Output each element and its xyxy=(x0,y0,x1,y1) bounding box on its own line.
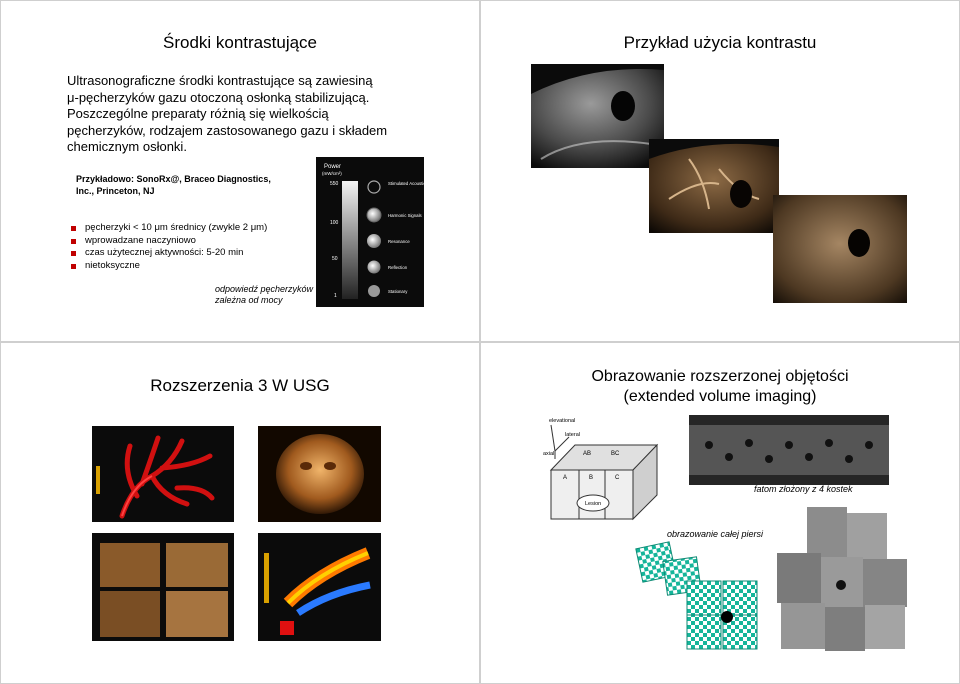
caption-line: zależna od mocy xyxy=(215,295,283,305)
doppler-flow-graphic xyxy=(258,533,381,641)
axis-label-lateral: lateral xyxy=(565,432,580,438)
contrast-scan-graphic xyxy=(649,139,779,233)
harmonic-bubble-icon xyxy=(367,208,381,222)
power-level: 1 xyxy=(334,293,337,299)
example-line: Przykładowo: SonoRx@, Braceo Diagnostics, xyxy=(76,174,271,184)
power-response-graphic xyxy=(316,157,445,307)
checkerboard-tiles-graphic xyxy=(635,541,760,651)
title-line: Obrazowanie rozszerzonej objętości xyxy=(591,368,849,385)
axis-label-elevational: elevational xyxy=(549,418,576,424)
breast-mosaic-image xyxy=(777,505,909,653)
power-gradient-bar xyxy=(342,181,358,299)
body-line: μ-pęcherzyków gazu otoczoną osłonką stabilizującą. xyxy=(67,89,370,105)
breast-mosaic-graphic xyxy=(777,505,909,653)
resonance-bubble-icon xyxy=(367,234,381,248)
power-header: Power xyxy=(324,164,342,170)
caption-line: odpowiedź pęcherzyków xyxy=(215,284,314,294)
example-product xyxy=(76,173,271,197)
power-level: 550 xyxy=(330,181,339,187)
response-label: Harmonic Signals xyxy=(388,213,422,218)
lesion-label: Lesion xyxy=(585,501,602,507)
phantom-caption: fatom złożony z 4 kostek xyxy=(754,484,853,494)
tiled-volume-diagram xyxy=(635,541,760,651)
3d-doppler-flow-image xyxy=(258,533,381,641)
section-label-b: B xyxy=(589,475,594,481)
slide-3d-extensions xyxy=(0,342,480,684)
bullet-item: nietoksyczne xyxy=(71,260,267,273)
response-label: Resonance xyxy=(388,239,410,244)
section-label-a: A xyxy=(563,475,568,481)
bullet-list xyxy=(71,222,267,272)
contrast-late-scan-graphic xyxy=(773,195,907,303)
body-line: Poszczególne preparaty różnią się wielkością xyxy=(67,106,329,121)
multiplanar-liver-image xyxy=(92,533,234,641)
volume-block-diagram xyxy=(541,415,671,525)
response-label: Stationary xyxy=(388,289,408,294)
body-line: chemicznym osłonki. xyxy=(67,139,187,154)
reflection-bubble-icon xyxy=(368,261,381,274)
3d-fetal-face-image xyxy=(258,426,381,522)
body-line: pęcherzyków, rodzajem zastosowanego gazu i składem xyxy=(67,122,388,138)
grayscale-scan-graphic xyxy=(531,64,664,168)
slide-title xyxy=(481,367,959,407)
phantom-scan-image xyxy=(689,415,889,485)
slide-extended-volume xyxy=(480,342,960,684)
fetal-face-graphic xyxy=(258,426,381,522)
block-diagram-graphic xyxy=(541,415,671,525)
section-label-c: C xyxy=(615,475,620,481)
lesion-marker xyxy=(721,611,733,623)
response-label: Stimulated Acoustic Emission xyxy=(388,181,445,186)
phantom-scan-graphic xyxy=(689,415,889,485)
axis-label-axial: axial xyxy=(543,451,555,457)
3d-vascular-image xyxy=(92,426,234,522)
bullet-item: czas użytecznej aktywności: 5-20 min xyxy=(71,247,267,260)
breast-caption: obrazowanie całej piersi xyxy=(667,529,764,539)
section-label-bc: BC xyxy=(611,451,620,457)
slide-title: Środki kontrastujące xyxy=(162,33,318,52)
body-line: Ultrasonograficzne środki kontrastujące są zawiesiną xyxy=(67,73,373,88)
multiplanar-panels-graphic xyxy=(92,533,234,641)
vascular-tree-graphic xyxy=(92,426,234,522)
power-response-figure xyxy=(316,157,445,307)
bullet-item: pęcherzyki < 10 μm średnicy (zwykle 2 μm) xyxy=(71,222,267,235)
ultrasound-image-grayscale xyxy=(531,64,664,168)
stationary-bubble-icon xyxy=(368,285,380,297)
response-label: Reflection xyxy=(388,265,408,270)
power-level: 50 xyxy=(332,256,338,262)
power-caption xyxy=(215,284,313,306)
slide-title: Przykład użycia kontrastu xyxy=(623,33,817,52)
ultrasound-image-contrast-late xyxy=(773,195,907,303)
slide-contrast-agents xyxy=(0,0,480,342)
title-line: (extended volume imaging) xyxy=(623,388,817,405)
bullet-item: wprowadzane naczyniowo xyxy=(71,235,267,248)
power-unit: (mW/cm²) xyxy=(322,171,342,176)
slide-contrast-example xyxy=(480,0,960,342)
slide-title: Rozszerzenia 3 W USG xyxy=(150,376,330,395)
section-label-ab: AB xyxy=(583,451,592,457)
power-level: 100 xyxy=(330,220,339,226)
emission-burst-icon xyxy=(368,181,380,193)
body-paragraph xyxy=(67,73,447,156)
example-line: Inc., Princeton, NJ xyxy=(76,186,155,196)
ultrasound-image-contrast-early xyxy=(649,139,779,233)
